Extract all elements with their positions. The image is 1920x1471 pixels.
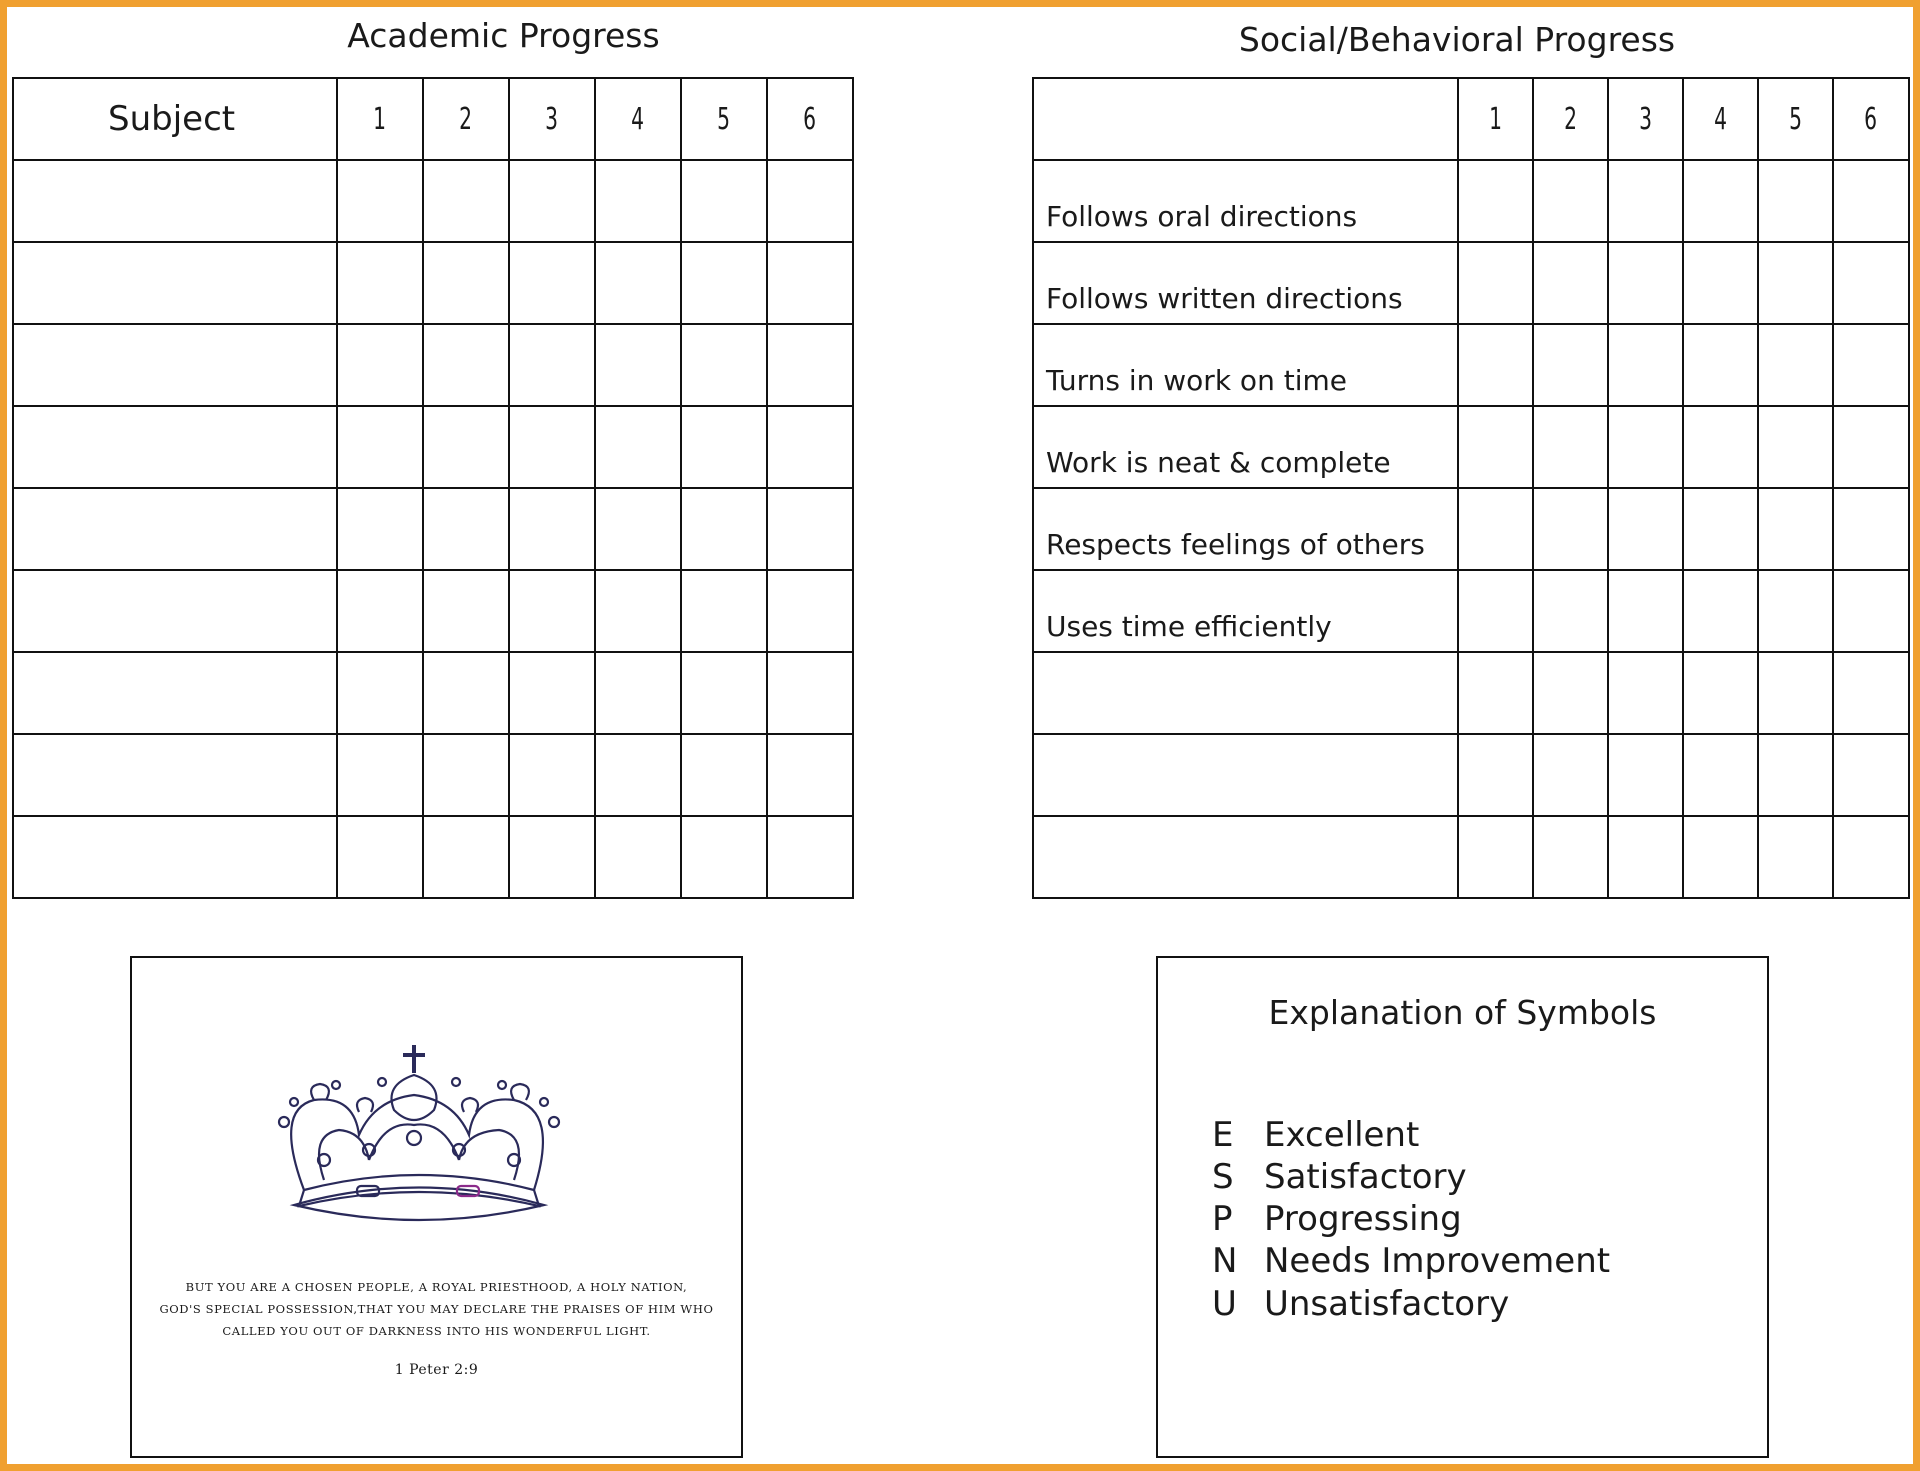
grade-cell[interactable] (767, 816, 853, 898)
grade-cell[interactable] (1758, 488, 1833, 570)
grade-cell[interactable] (1458, 160, 1533, 242)
subject-cell[interactable] (13, 570, 337, 652)
grade-cell[interactable] (337, 570, 423, 652)
grade-cell[interactable] (1533, 570, 1608, 652)
grade-cell[interactable] (1458, 570, 1533, 652)
crown-icon (264, 1040, 574, 1240)
grade-cell[interactable] (767, 488, 853, 570)
behavior-label: Follows written directions (1033, 242, 1458, 324)
grade-cell[interactable] (681, 160, 767, 242)
grade-cell[interactable] (1533, 160, 1608, 242)
grade-cell[interactable] (1608, 734, 1683, 816)
academic-title: Academic Progress (347, 16, 660, 55)
behavior-row (1033, 816, 1909, 898)
grade-cell[interactable] (423, 324, 509, 406)
grade-cell[interactable] (1683, 160, 1758, 242)
grade-cell[interactable] (337, 816, 423, 898)
behavior-row (1033, 570, 1909, 652)
grade-cell[interactable] (595, 488, 681, 570)
symbols-title: Explanation of Symbols (1268, 993, 1657, 1032)
behavioral-column-header (1683, 78, 1758, 160)
academic-row (13, 652, 853, 734)
behavioral-title: Social/Behavioral Progress (1238, 20, 1676, 59)
grade-cell[interactable] (509, 652, 595, 734)
academic-column-header (767, 78, 853, 160)
verse-line-1: BUT YOU ARE A CHOSEN PEOPLE, A ROYAL PRIESTHOOD, A HOLY NATION, (185, 1280, 688, 1294)
grade-cell[interactable] (1608, 324, 1683, 406)
column-number: 1 (1489, 101, 1502, 137)
behavior-label (1033, 734, 1458, 816)
grade-cell[interactable] (1758, 406, 1833, 488)
column-number: 6 (1864, 101, 1878, 137)
grade-cell[interactable] (423, 652, 509, 734)
grade-cell[interactable] (1758, 734, 1833, 816)
grade-cell[interactable] (767, 242, 853, 324)
grade-cell[interactable] (595, 160, 681, 242)
academic-header-row (13, 78, 853, 160)
grade-cell[interactable] (767, 652, 853, 734)
subject-cell[interactable] (13, 406, 337, 488)
grade-cell[interactable] (423, 570, 509, 652)
behavior-label (1033, 652, 1458, 734)
grade-cell[interactable] (423, 488, 509, 570)
behavior-label: Turns in work on time (1033, 324, 1458, 406)
verse-box (130, 956, 743, 1458)
grade-cell[interactable] (595, 652, 681, 734)
subject-cell[interactable] (13, 324, 337, 406)
grade-cell[interactable] (509, 406, 595, 488)
grade-cell[interactable] (1458, 324, 1533, 406)
behavior-row (1033, 160, 1909, 242)
grade-cell[interactable] (1758, 242, 1833, 324)
grade-cell[interactable] (681, 570, 767, 652)
symbol-row-excellent (1212, 1115, 1419, 1155)
grade-cell[interactable] (1833, 406, 1909, 488)
grade-cell[interactable] (1458, 652, 1533, 734)
grade-cell[interactable] (1608, 488, 1683, 570)
grade-cell[interactable] (509, 570, 595, 652)
grade-cell[interactable] (767, 406, 853, 488)
grade-cell[interactable] (1533, 652, 1608, 734)
grade-cell[interactable] (1533, 816, 1608, 898)
grade-cell[interactable] (1458, 734, 1533, 816)
behavioral-column-header (1758, 78, 1833, 160)
behavior-row (1033, 242, 1909, 324)
grade-cell[interactable] (1833, 652, 1909, 734)
grade-cell[interactable] (423, 816, 509, 898)
academic-row (13, 734, 853, 816)
academic-row (13, 406, 853, 488)
behavioral-table (1032, 77, 1910, 899)
symbol-row-satisfactory (1212, 1157, 1467, 1197)
grade-cell[interactable] (1608, 242, 1683, 324)
grade-cell[interactable] (1683, 242, 1758, 324)
behavior-row (1033, 652, 1909, 734)
grade-cell[interactable] (681, 652, 767, 734)
grade-cell[interactable] (595, 570, 681, 652)
grade-cell[interactable] (337, 488, 423, 570)
behavioral-header-row (1033, 78, 1909, 160)
grade-cell[interactable] (1758, 570, 1833, 652)
subject-cell[interactable] (13, 816, 337, 898)
subject-cell[interactable] (13, 734, 337, 816)
subject-cell[interactable] (13, 652, 337, 734)
grade-cell[interactable] (1608, 160, 1683, 242)
academic-row (13, 324, 853, 406)
column-number: 2 (459, 101, 473, 137)
symbol-label: Needs Improvement (1264, 1241, 1611, 1281)
grade-cell[interactable] (1683, 488, 1758, 570)
grade-cell[interactable] (1458, 406, 1533, 488)
grade-cell[interactable] (681, 488, 767, 570)
symbol-code: E (1212, 1115, 1234, 1155)
behavior-label: Work is neat & complete (1033, 406, 1458, 488)
grade-cell[interactable] (337, 324, 423, 406)
column-number: 2 (1564, 101, 1577, 137)
grade-cell[interactable] (1833, 570, 1909, 652)
verse-line-2: GOD'S SPECIAL POSSESSION,THAT YOU MAY DECLARE THE PRAISES OF HIM WHO (159, 1302, 714, 1316)
symbol-row-progressing (1212, 1199, 1462, 1239)
grade-cell[interactable] (681, 324, 767, 406)
grade-cell[interactable] (1683, 570, 1758, 652)
column-number: 4 (1714, 101, 1727, 137)
academic-column-header (337, 78, 423, 160)
grade-cell[interactable] (595, 324, 681, 406)
grade-cell[interactable] (1683, 652, 1758, 734)
grade-cell[interactable] (1758, 160, 1833, 242)
grade-cell[interactable] (595, 242, 681, 324)
grade-cell[interactable] (1683, 406, 1758, 488)
academic-column-header (509, 78, 595, 160)
academic-column-header (681, 78, 767, 160)
grade-cell[interactable] (1833, 324, 1909, 406)
grade-cell[interactable] (767, 570, 853, 652)
symbol-label: Progressing (1264, 1199, 1462, 1239)
symbol-row-unsatisfactory (1212, 1284, 1509, 1324)
symbol-code: S (1212, 1157, 1234, 1197)
grade-cell[interactable] (337, 406, 423, 488)
grade-cell[interactable] (681, 734, 767, 816)
grade-cell[interactable] (423, 734, 509, 816)
academic-table (12, 77, 854, 899)
academic-row (13, 816, 853, 898)
behavior-label (1033, 816, 1458, 898)
grade-cell[interactable] (1608, 406, 1683, 488)
symbols-box (1156, 956, 1769, 1458)
grade-cell[interactable] (509, 734, 595, 816)
symbol-code: P (1212, 1199, 1233, 1239)
grade-cell[interactable] (337, 734, 423, 816)
symbol-row-needs-improvement (1212, 1241, 1610, 1281)
column-number: 5 (1789, 101, 1802, 137)
behavior-label: Respects feelings of others (1033, 488, 1458, 570)
grade-cell[interactable] (767, 160, 853, 242)
grade-cell[interactable] (423, 160, 509, 242)
grade-cell[interactable] (423, 406, 509, 488)
grade-cell[interactable] (595, 406, 681, 488)
verse-reference: 1 Peter 2:9 (394, 1362, 479, 1378)
grade-cell[interactable] (595, 816, 681, 898)
column-number: 3 (1639, 101, 1652, 137)
behavioral-column-header (1458, 78, 1533, 160)
grade-cell[interactable] (337, 652, 423, 734)
grade-cell[interactable] (681, 242, 767, 324)
academic-column-header (423, 78, 509, 160)
academic-column-header (595, 78, 681, 160)
grade-cell[interactable] (1458, 488, 1533, 570)
behavior-label: Follows oral directions (1033, 160, 1458, 242)
grade-cell[interactable] (1758, 816, 1833, 898)
behavior-row (1033, 406, 1909, 488)
grade-cell[interactable] (681, 816, 767, 898)
subject-header: Subject (13, 78, 337, 160)
column-number: 3 (545, 101, 559, 137)
symbol-code: U (1212, 1284, 1237, 1324)
grade-cell[interactable] (1758, 652, 1833, 734)
grade-cell[interactable] (337, 242, 423, 324)
grade-cell[interactable] (1683, 816, 1758, 898)
grade-cell[interactable] (1833, 242, 1909, 324)
grade-cell[interactable] (1458, 816, 1533, 898)
behavioral-column-header (1833, 78, 1909, 160)
column-number: 4 (631, 101, 645, 137)
subject-cell[interactable] (13, 160, 337, 242)
grade-cell[interactable] (509, 816, 595, 898)
grade-cell[interactable] (1533, 324, 1608, 406)
verse-line-3: CALLED YOU OUT OF DARKNESS INTO HIS WONDERFUL LIGHT. (222, 1324, 651, 1338)
academic-row (13, 242, 853, 324)
grade-cell[interactable] (767, 734, 853, 816)
academic-row (13, 488, 853, 570)
grade-cell[interactable] (595, 734, 681, 816)
grade-cell[interactable] (1533, 488, 1608, 570)
column-number: 5 (717, 101, 731, 137)
symbol-label: Unsatisfactory (1264, 1284, 1510, 1324)
column-number: 6 (803, 101, 817, 137)
behavior-row (1033, 488, 1909, 570)
grade-cell[interactable] (1458, 242, 1533, 324)
grade-cell[interactable] (767, 324, 853, 406)
grade-cell[interactable] (509, 324, 595, 406)
symbol-label: Satisfactory (1264, 1157, 1467, 1197)
subject-cell[interactable] (13, 242, 337, 324)
grade-cell[interactable] (1533, 406, 1608, 488)
grade-cell[interactable] (1833, 816, 1909, 898)
behavioral-column-header (1608, 78, 1683, 160)
grade-cell[interactable] (1608, 652, 1683, 734)
grade-cell[interactable] (337, 160, 423, 242)
grade-cell[interactable] (1683, 734, 1758, 816)
behavior-label: Uses time efficiently (1033, 570, 1458, 652)
behavior-row (1033, 734, 1909, 816)
grade-cell[interactable] (1683, 324, 1758, 406)
grade-cell[interactable] (509, 160, 595, 242)
grade-cell[interactable] (1533, 242, 1608, 324)
grade-cell[interactable] (423, 242, 509, 324)
grade-cell[interactable] (509, 242, 595, 324)
behavior-header-blank (1033, 78, 1458, 160)
symbol-code: N (1212, 1241, 1238, 1281)
grade-cell[interactable] (1608, 570, 1683, 652)
grade-cell[interactable] (1758, 324, 1833, 406)
grade-cell[interactable] (1833, 488, 1909, 570)
grade-cell[interactable] (509, 488, 595, 570)
grade-cell[interactable] (1833, 160, 1909, 242)
behavior-row (1033, 324, 1909, 406)
academic-row (13, 160, 853, 242)
grade-cell[interactable] (1608, 816, 1683, 898)
grade-cell[interactable] (1533, 734, 1608, 816)
symbol-label: Excellent (1264, 1115, 1420, 1155)
grade-cell[interactable] (681, 406, 767, 488)
column-number: 1 (373, 101, 387, 137)
subject-cell[interactable] (13, 488, 337, 570)
grade-cell[interactable] (1833, 734, 1909, 816)
behavioral-column-header (1533, 78, 1608, 160)
academic-row (13, 570, 853, 652)
